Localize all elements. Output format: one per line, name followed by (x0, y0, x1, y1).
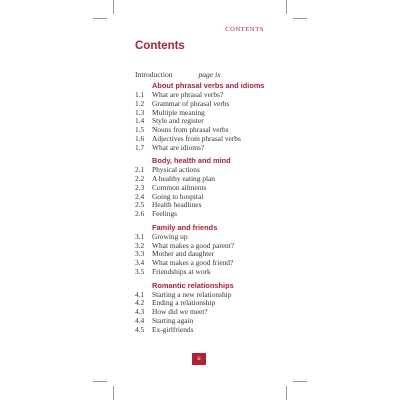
entry-title: Ending a relationship (152, 298, 216, 308)
crop-mark (286, 0, 287, 14)
entry-title: Health headlines (152, 200, 202, 210)
entry-number: 3.2 (135, 240, 145, 250)
crop-mark (293, 381, 307, 382)
toc-section (135, 81, 275, 152)
section-heading: Family and friends (152, 222, 218, 232)
running-head: CONTENTS (225, 26, 264, 33)
page-number: iii (192, 353, 206, 365)
entry-title: What are idioms? (152, 142, 205, 152)
entry-title: Common ailments (152, 182, 207, 192)
page-title: Contents (135, 40, 185, 52)
entry-number: 2.1 (135, 165, 145, 175)
crop-mark (113, 0, 114, 14)
entry-number: 3.5 (135, 266, 145, 276)
crop-mark (286, 386, 287, 400)
entry-number: 1.4 (135, 116, 145, 126)
entry-number: 2.2 (135, 174, 145, 183)
toc-section (135, 223, 275, 277)
entry-title: Grammar of phrasal verbs (152, 98, 230, 108)
entry-title: Multiple meaning (152, 107, 205, 117)
crop-mark (93, 381, 107, 382)
entry-number: 4.3 (135, 307, 145, 316)
entry-title: Style and register (152, 116, 204, 126)
entry-title: Physical actions (152, 165, 200, 175)
entry-number: 3.1 (135, 231, 145, 241)
introduction-entry (135, 70, 275, 80)
entry-number: 1.3 (135, 107, 145, 117)
entry-number: 4.1 (135, 289, 145, 299)
entry-title: Growing up (152, 231, 188, 241)
toc-entry (135, 210, 275, 219)
entry-title: Mother and daughter (152, 249, 214, 259)
entry-title: What makes a good friend? (152, 258, 234, 267)
entry-title: Feelings (152, 209, 178, 218)
entry-number: 3.3 (135, 249, 145, 259)
entry-number: 4.2 (135, 298, 145, 308)
crop-mark (113, 386, 114, 400)
entry-number: 2.3 (135, 182, 145, 192)
entry-title: Adjectives from phrasal verbs (152, 133, 241, 143)
section-heading: About phrasal verbs and idioms (152, 81, 265, 90)
entry-title: What makes a good parent? (152, 240, 235, 250)
entry-number: 4.4 (135, 315, 145, 325)
entry-title: Starting a new relationship (152, 289, 232, 299)
entry-number: 4.5 (135, 324, 145, 334)
entry-number: 1.6 (135, 133, 145, 143)
entry-number: 1.5 (135, 125, 145, 134)
toc-section (135, 281, 275, 335)
toc-sections (135, 81, 275, 334)
entry-number: 3.4 (135, 258, 145, 267)
entry-title: Nouns from phrasal verbs (152, 125, 229, 134)
toc-entry (135, 268, 275, 277)
section-heading: Body, health and mind (152, 156, 231, 166)
entry-number: 1.2 (135, 98, 145, 108)
entry-number: 2.4 (135, 191, 145, 201)
entry-title: Starting again (152, 315, 194, 325)
entry-number: 1.7 (135, 142, 145, 152)
entry-title: Friendships at work (152, 266, 211, 276)
section-heading: Romantic relationships (152, 280, 234, 290)
entry-number: 2.5 (135, 200, 145, 210)
introduction-label: Introduction (135, 70, 173, 79)
entry-title: What are phrasal verbs? (152, 90, 224, 99)
entry-title: How did we meet? (152, 307, 208, 316)
entry-title: Ex-girlfriends (152, 324, 194, 334)
contents-page (135, 40, 275, 338)
crop-mark (293, 18, 307, 19)
entry-number: 1.1 (135, 90, 145, 99)
entry-title: A healthy eating plan (152, 174, 216, 183)
toc-entry (135, 144, 275, 153)
crop-mark (93, 18, 107, 19)
toc-section (135, 156, 275, 219)
toc-entry (135, 326, 275, 335)
entry-title: Going to hospital (152, 191, 204, 201)
entry-number: 2.6 (135, 209, 145, 218)
introduction-page: page ix (198, 70, 221, 79)
